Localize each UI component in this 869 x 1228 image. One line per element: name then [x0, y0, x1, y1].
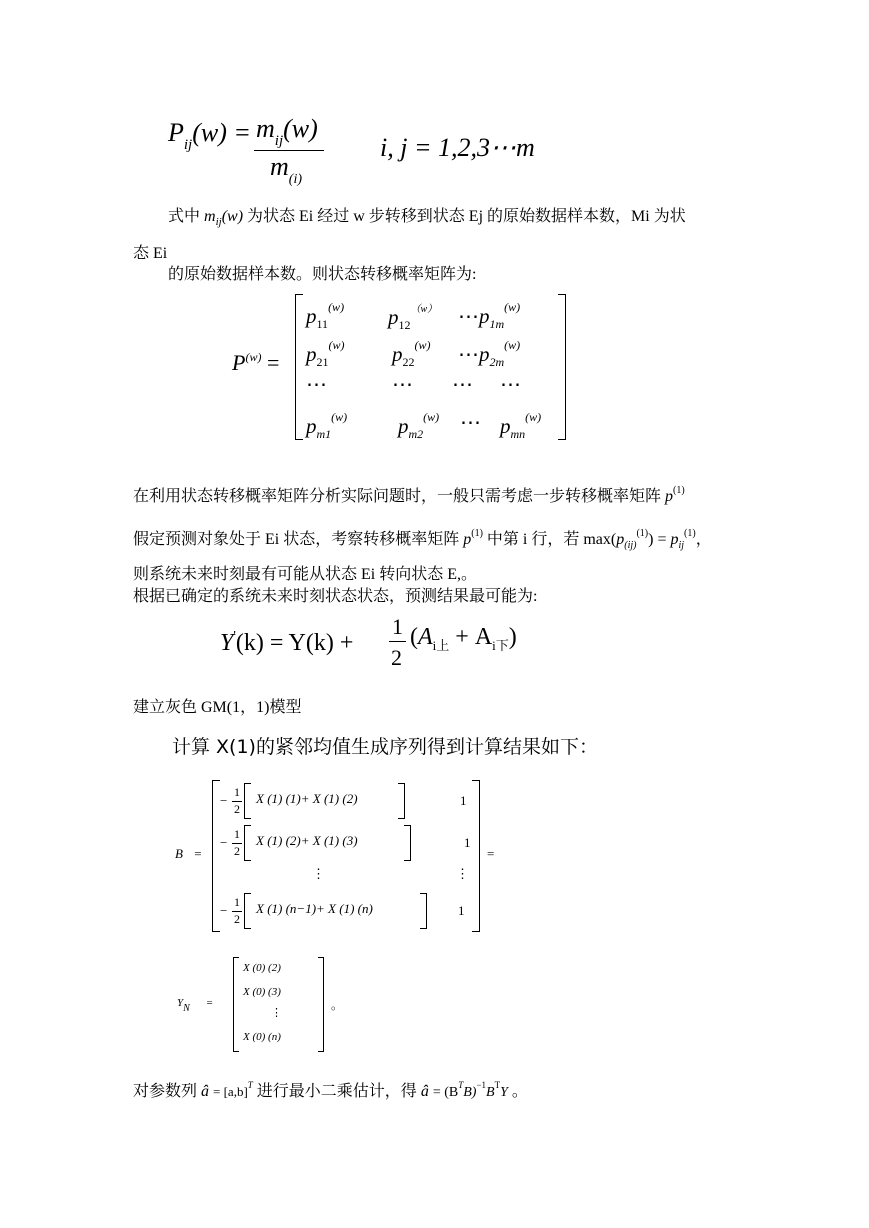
eq1-den-sub: (i)	[288, 172, 302, 187]
eq1-num-arg: (w)	[283, 114, 318, 143]
para2-line4: 根据已确定的系统未来时刻状态状态，预测结果最可能为:	[133, 588, 538, 605]
p12: p	[388, 305, 399, 329]
heading-compute-x1: 计算 X(1)的紧邻均值生成序列得到计算结果如下：	[172, 736, 598, 758]
row3-dots-2: ⋯	[392, 372, 413, 396]
b-r1-half-num: 1	[234, 785, 240, 799]
eq1-range: i, j = 1,2,3⋯m	[380, 133, 535, 162]
b-r1-expr: X (1) (1)+ X (1) (2)	[256, 791, 358, 806]
para3-inv: −1	[476, 1080, 487, 1090]
b-r4-half-num: 1	[234, 895, 240, 909]
para2-line2-c: ) =	[648, 531, 667, 548]
para3-T3: T	[494, 1080, 501, 1090]
matrix-P-lhs-sup: (w)	[245, 350, 262, 364]
eq2-A2-sub: i下	[492, 638, 509, 653]
eq1-fraction-bar	[254, 150, 324, 151]
matrix-P-eq: =	[266, 350, 280, 375]
para2-line1-sup: (1)	[673, 485, 685, 496]
row3-dots-4: ⋯	[500, 372, 521, 396]
matrix-Y-Y: Y	[177, 997, 184, 1009]
para1-m-sub: ij	[215, 216, 222, 228]
b-r4-expr: X (1) (n−1)+ X (1) (n)	[256, 901, 373, 916]
matrix-P-row3	[306, 372, 556, 400]
matrix-B-after-eq: =	[487, 846, 495, 861]
b-r4-minus: −	[220, 903, 228, 918]
b-r1-one: 1	[460, 793, 467, 808]
para1-rest: 为状态 Ei 经过 w 步转移到状态 Ej 的原始数据样本数，Mi 为状	[247, 208, 686, 225]
equation-transition-probability	[168, 118, 251, 160]
para1-line3: 的原始数据样本数。则状态转移概率矩阵为:	[168, 266, 477, 283]
para3-ahat: â	[201, 1083, 210, 1100]
p22: p	[392, 342, 403, 366]
eq1-num-m: m	[256, 114, 275, 143]
matrix-P-right-bracket	[558, 294, 566, 440]
para2-line2-p: p	[463, 531, 472, 548]
pm2: p	[398, 414, 409, 438]
matrix-B-eq: =	[194, 846, 202, 861]
b-r4-one: 1	[458, 903, 465, 918]
p1m-sub: 1m	[489, 317, 505, 331]
p22-sup: (w)	[414, 338, 431, 352]
p11-sup: (w)	[328, 300, 345, 314]
b-r4-half-den: 2	[234, 912, 240, 926]
para2-line2-b: 中第 i 行，若 max(	[486, 531, 617, 548]
p2m-sup: (w)	[504, 338, 521, 352]
matrix-B-right-bracket	[472, 780, 480, 932]
matrix-Y-after: 。	[331, 998, 344, 1012]
matrix-Y-eq: =	[206, 997, 213, 1009]
p21-sup: (w)	[328, 338, 345, 352]
matrix-Y-right-bracket	[318, 957, 324, 1052]
para3-b: = [a,b]	[213, 1084, 248, 1099]
matrix-P-left-bracket	[295, 294, 303, 440]
b-r2-lbr	[244, 825, 251, 861]
para2-line2-sub2: (ij)	[624, 540, 637, 551]
para2-line1-p: p	[665, 488, 674, 505]
eq2-half-denominator: 2	[391, 645, 402, 670]
b-r4-lbr	[244, 893, 251, 929]
eq1-fraction-denominator	[270, 152, 302, 195]
pm1-sub: m1	[316, 427, 332, 441]
p1m: p	[479, 304, 490, 328]
para3-T2: T	[458, 1080, 464, 1090]
eq2-Y: Y	[220, 630, 234, 656]
eq2-A: A	[418, 624, 433, 650]
para3-a: 对参数列	[133, 1083, 198, 1100]
para1-line1	[168, 207, 686, 232]
pm1-sup: (w)	[331, 410, 348, 424]
para3-line	[133, 1075, 528, 1103]
b-r1-rbr	[398, 783, 405, 819]
para2-line1	[133, 481, 685, 507]
b-r2-rbr	[404, 825, 411, 861]
pmn-sup: (w)	[525, 410, 542, 424]
eq2-sum	[410, 622, 517, 661]
p12-sub: 12	[398, 318, 411, 332]
para1-line2: 态 Ei	[133, 245, 168, 262]
p11: p	[306, 304, 317, 328]
para2-line2-a: 假定预测对象处于 Ei 状态，考察转移概率矩阵	[133, 531, 460, 548]
pmn: p	[500, 414, 511, 438]
para1-m-arg: (w)	[221, 208, 244, 225]
p2m: p	[479, 342, 490, 366]
heading-gm-model: 建立灰色 GM(1，1)模型	[133, 699, 302, 716]
para2-line2-sup: (1)	[471, 528, 483, 539]
pm2-sub: m2	[408, 427, 424, 441]
matrix-Y-lhs	[177, 997, 213, 1014]
matrix-B-B: B	[175, 846, 183, 861]
para1-prefix: 式中	[168, 208, 201, 225]
matrix-P-row1	[306, 296, 556, 332]
eq2-plus: + A	[455, 624, 493, 650]
para3-f: B	[486, 1085, 495, 1100]
b-r2-half-den: 2	[234, 844, 240, 858]
p11-sub: 11	[316, 317, 329, 331]
b-r1-minus: −	[220, 793, 228, 808]
para3-h: 。	[511, 1083, 528, 1100]
matrix-B-row3	[220, 866, 470, 886]
para2-line1-text: 在利用状态转移概率矩阵分析实际问题时，一般只需考虑一步转移概率矩阵	[133, 488, 662, 505]
para3-g: Y	[500, 1085, 508, 1100]
row2-dots: ⋯	[458, 342, 479, 366]
matrix-B-row2	[220, 827, 470, 863]
eq1-P: P	[168, 118, 184, 147]
matrix-Y-row1: X (0) (2)	[243, 962, 281, 974]
eq2-prime: '	[233, 629, 236, 644]
para3-T: T	[247, 1080, 253, 1090]
eq2-half-bar	[389, 641, 406, 642]
matrix-B-lhs	[175, 846, 202, 862]
b-r4-rbr	[420, 893, 427, 929]
matrix-Y-left-bracket	[233, 957, 239, 1052]
p21-sub: 21	[316, 355, 329, 369]
para2-line2	[133, 524, 712, 556]
matrix-B-left-bracket	[212, 780, 220, 932]
para3-c: 进行最小二乘估计，得	[256, 1083, 417, 1100]
para2-line2-sub3: ij	[678, 540, 685, 551]
matrix-Y-row4: X (0) (n)	[243, 1031, 281, 1043]
eq2-A-sub: i上	[432, 638, 450, 653]
para1-m: m	[204, 208, 216, 225]
para3-e: B)	[463, 1085, 477, 1100]
matrix-Y-sub: N	[183, 1003, 190, 1014]
para2-line2-sup3: (1)	[684, 528, 696, 539]
b-r2-one: 1	[464, 835, 471, 850]
b-r1-half-den: 2	[234, 802, 240, 816]
para2-line2-sup2: (1)	[636, 528, 649, 539]
pmn-sub: mn	[510, 427, 526, 441]
b-r2-half-num: 1	[234, 827, 240, 841]
eq2-open: (	[410, 624, 418, 650]
b-r3-vdots-2: ⋮	[456, 866, 469, 881]
para3-ahat2: â	[420, 1083, 429, 1100]
row3-dots-3: ⋯	[452, 372, 473, 396]
matrix-Y-row3-vdots: ⋮	[271, 1007, 282, 1019]
eq1-den-m: m	[270, 152, 289, 181]
matrix-Y-row2: X (0) (3)	[243, 986, 281, 998]
matrix-P-lhs-P: P	[232, 350, 246, 375]
p21: p	[306, 342, 317, 366]
matrix-P-lhs	[232, 350, 279, 376]
eq1-P-sub: ij	[183, 137, 193, 153]
b-r1-lbr	[244, 783, 251, 819]
equation-prediction	[220, 622, 353, 658]
para2-line3: 则系统未来时刻最有可能从状态 Ei 转向状态 E,。	[133, 566, 477, 583]
row1-dots: ⋯	[458, 304, 479, 328]
eq2-close: )	[508, 624, 517, 650]
b-r3-vdots-1: ⋮	[312, 866, 325, 881]
para2-line2-p2: p	[616, 531, 625, 548]
matrix-P-row2	[306, 334, 556, 369]
eq1-arg: (w) =	[192, 118, 251, 147]
pm2-sup: (w)	[423, 410, 440, 424]
row3-dots-1: ⋯	[306, 372, 327, 396]
matrix-B-row4	[220, 895, 470, 931]
para2-line2-d: ，	[695, 531, 712, 548]
row4-dots: ⋯	[460, 410, 481, 434]
b-r2-minus: −	[220, 835, 228, 850]
b-r2-expr: X (1) (2)+ X (1) (3)	[256, 833, 358, 848]
p1m-sup: (w)	[504, 300, 521, 314]
eq1-num-sub: ij	[274, 133, 284, 149]
p12-sup: （w）	[410, 304, 438, 315]
eq2-half-numerator: 1	[392, 614, 403, 639]
matrix-P-row4	[306, 406, 556, 441]
p22-sub: 22	[402, 355, 415, 369]
p2m-sub: 2m	[489, 355, 505, 369]
para2-line2-p3: p	[670, 531, 679, 548]
para3-d: = (B	[432, 1085, 459, 1100]
matrix-B-row1	[220, 785, 470, 821]
pm1: p	[306, 414, 317, 438]
eq2-arg: (k) = Y(k) +	[235, 630, 354, 656]
